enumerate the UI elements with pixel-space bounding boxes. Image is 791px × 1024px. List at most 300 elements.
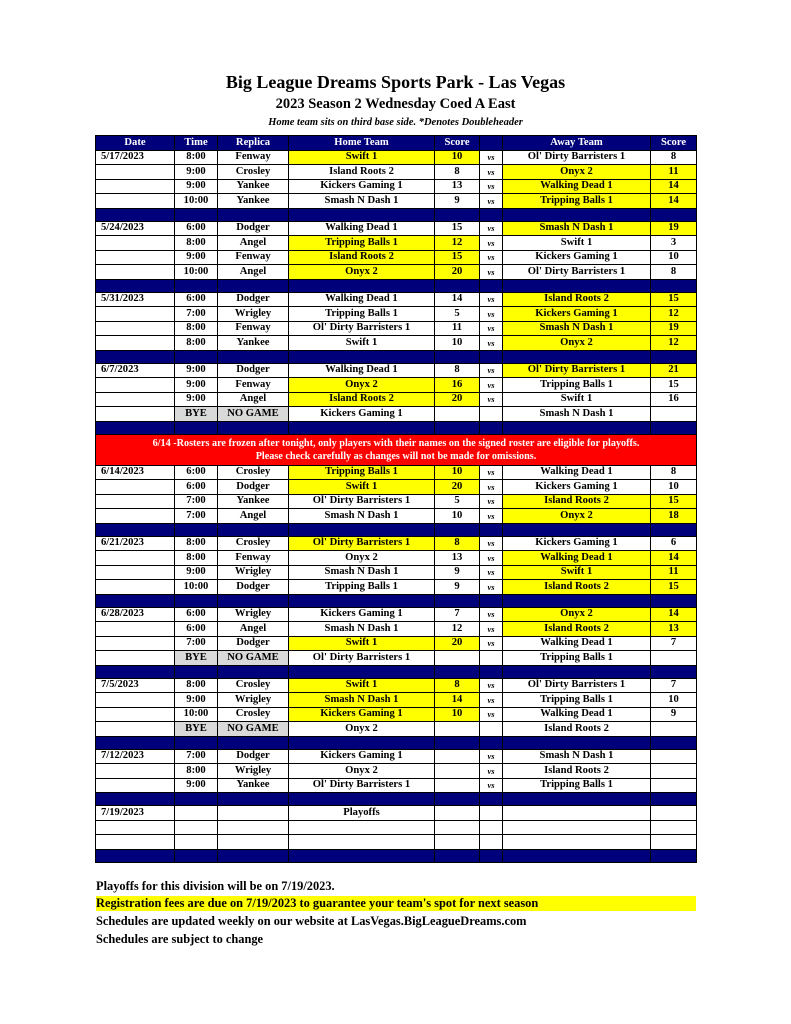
game-replica: Fenway [218,150,289,165]
game-date: 7/5/2023 [96,678,175,693]
separator-cell [503,849,651,862]
game-replica: Yankee [218,778,289,793]
away-team: Smash N Dash 1 [503,749,651,764]
page-title: Big League Dreams Sports Park - Las Vegas [225,72,566,92]
home-score: 5 [435,307,480,322]
separator-cell [96,849,175,862]
away-team: Tripping Balls 1 [503,778,651,793]
separator-cell [218,421,289,434]
home-team: Kickers Gaming 1 [289,179,435,194]
away-score: 8 [651,465,697,480]
game-replica: Wrigley [218,693,289,708]
game-date [96,494,175,509]
vs-label: vs [480,194,503,209]
empty-cell [651,806,697,821]
home-score: 20 [435,265,480,280]
separator-cell [175,208,218,221]
game-date [96,551,175,566]
home-team: Tripping Balls 1 [289,236,435,251]
header-replica: Replica [218,136,289,151]
week-separator [96,208,697,221]
game-date [96,509,175,524]
game-time: 10:00 [175,265,218,280]
game-replica: Fenway [218,378,289,393]
separator-cell [435,208,480,221]
separator-cell [480,421,503,434]
home-team: Tripping Balls 1 [289,307,435,322]
home-team: Swift 1 [289,336,435,351]
game-replica: Dodger [218,480,289,495]
table-row [96,165,697,180]
home-score [435,722,480,737]
vs-label: vs [480,764,503,779]
empty-cell [289,820,435,835]
home-score: 8 [435,363,480,378]
home-team: Swift 1 [289,480,435,495]
vs-label: vs [480,749,503,764]
away-score [651,778,697,793]
vs-label: vs [480,392,503,407]
game-replica: Angel [218,236,289,251]
separator-cell [503,421,651,434]
vs-label [480,407,503,422]
roster-notice [96,434,697,465]
separator-cell [96,594,175,607]
away-team: Tripping Balls 1 [503,194,651,209]
home-score: 8 [435,165,480,180]
vs-label: vs [480,551,503,566]
separator-cell [175,849,218,862]
vs-label: vs [480,321,503,336]
separator-cell [175,594,218,607]
home-score: 20 [435,480,480,495]
game-date [96,565,175,580]
table-row [96,764,697,779]
separator-cell [175,523,218,536]
home-team: Onyx 2 [289,265,435,280]
week-separator [96,665,697,678]
away-score: 12 [651,336,697,351]
vs-label: vs [480,580,503,595]
game-date [96,764,175,779]
game-time: 9:00 [175,378,218,393]
vs-label: vs [480,165,503,180]
game-replica: Wrigley [218,565,289,580]
game-time: 9:00 [175,179,218,194]
header-vs [480,136,503,151]
home-team: Smash N Dash 1 [289,622,435,637]
separator-cell [480,594,503,607]
separator-cell [480,523,503,536]
table-row [96,265,697,280]
home-score: 7 [435,607,480,622]
away-score: 11 [651,565,697,580]
away-team: Island Roots 2 [503,722,651,737]
game-time: 8:00 [175,764,218,779]
empty-cell [435,835,480,850]
game-date [96,707,175,722]
week-separator [96,849,697,862]
away-team: Island Roots 2 [503,580,651,595]
separator-cell [480,665,503,678]
game-replica: NO GAME [218,651,289,666]
empty-cell [435,806,480,821]
game-date [96,580,175,595]
away-score: 19 [651,321,697,336]
away-team: Tripping Balls 1 [503,651,651,666]
separator-cell [175,279,218,292]
vs-label: vs [480,292,503,307]
away-score: 10 [651,480,697,495]
week-separator [96,594,697,607]
schedule-note: Home team sits on third base side. *Denotes Doubleheader [268,117,523,128]
separator-cell [435,594,480,607]
game-time: 6:00 [175,465,218,480]
empty-cell [480,835,503,850]
home-score: 16 [435,378,480,393]
home-score: 13 [435,179,480,194]
away-team: Ol' Dirty Barristers 1 [503,150,651,165]
empty-cell [480,820,503,835]
separator-cell [289,523,435,536]
home-team: Smash N Dash 1 [289,693,435,708]
game-time: 10:00 [175,580,218,595]
game-replica: Wrigley [218,607,289,622]
separator-cell [503,665,651,678]
away-score: 7 [651,636,697,651]
empty-cell [96,820,175,835]
home-team: Kickers Gaming 1 [289,607,435,622]
away-score: 14 [651,179,697,194]
game-time: 8:00 [175,321,218,336]
separator-cell [96,736,175,749]
separator-cell [651,350,697,363]
game-replica: NO GAME [218,407,289,422]
separator-cell [435,849,480,862]
vs-label: vs [480,221,503,236]
home-score: 12 [435,236,480,251]
game-date: 5/24/2023 [96,221,175,236]
home-team: Tripping Balls 1 [289,580,435,595]
vs-label: vs [480,693,503,708]
vs-label: vs [480,607,503,622]
away-team: Smash N Dash 1 [503,407,651,422]
away-score: 14 [651,194,697,209]
home-team: Walking Dead 1 [289,292,435,307]
away-team: Island Roots 2 [503,292,651,307]
home-team: Island Roots 2 [289,250,435,265]
away-team: Onyx 2 [503,165,651,180]
game-time [175,806,218,821]
bye-row [96,407,697,422]
vs-label: vs [480,236,503,251]
game-replica: Angel [218,509,289,524]
game-replica: Crosley [218,536,289,551]
separator-cell [651,665,697,678]
game-time: 6:00 [175,480,218,495]
table-row [96,778,697,793]
game-time: BYE [175,722,218,737]
away-team: Smash N Dash 1 [503,221,651,236]
home-team: Ol' Dirty Barristers 1 [289,778,435,793]
game-date [96,636,175,651]
game-time: 9:00 [175,363,218,378]
footer-change: Schedules are subject to change [96,932,264,946]
empty-cell [96,835,175,850]
away-team: Walking Dead 1 [503,551,651,566]
separator-cell [218,736,289,749]
separator-cell [175,793,218,806]
home-score: 10 [435,150,480,165]
separator-cell [651,279,697,292]
separator-cell [435,793,480,806]
away-score: 18 [651,509,697,524]
separator-cell [218,279,289,292]
blank-row [96,820,697,835]
table-row [96,179,697,194]
vs-label: vs [480,536,503,551]
table-row [96,607,697,622]
game-replica: Yankee [218,494,289,509]
game-replica: Fenway [218,250,289,265]
home-score: 20 [435,392,480,407]
week-separator [96,279,697,292]
home-score: 15 [435,221,480,236]
table-row [96,307,697,322]
playoffs-label: Playoffs [289,806,435,821]
game-replica: Crosley [218,678,289,693]
game-time: 9:00 [175,250,218,265]
table-row [96,236,697,251]
away-team: Smash N Dash 1 [503,321,651,336]
game-replica: Yankee [218,194,289,209]
vs-label: vs [480,509,503,524]
game-date [96,236,175,251]
separator-cell [96,350,175,363]
game-replica: Wrigley [218,307,289,322]
table-row [96,509,697,524]
away-team: Walking Dead 1 [503,465,651,480]
away-team: Ol' Dirty Barristers 1 [503,363,651,378]
game-date [96,392,175,407]
separator-cell [289,279,435,292]
game-time: 8:00 [175,336,218,351]
empty-cell [435,820,480,835]
away-score [651,749,697,764]
game-time: 8:00 [175,236,218,251]
separator-cell [175,665,218,678]
table-row [96,378,697,393]
separator-cell [175,421,218,434]
away-team: Kickers Gaming 1 [503,536,651,551]
away-team: Tripping Balls 1 [503,693,651,708]
away-team: Onyx 2 [503,509,651,524]
separator-cell [435,421,480,434]
away-score: 15 [651,378,697,393]
away-score: 14 [651,607,697,622]
footer-playoffs: Playoffs for this division will be on 7/19/2023. [96,879,335,893]
game-date [96,722,175,737]
away-score: 21 [651,363,697,378]
playoff-row [96,806,697,821]
footer-website: Schedules are updated weekly on our website at LasVegas.BigLeagueDreams.com [96,914,527,928]
game-date [96,194,175,209]
separator-cell [651,849,697,862]
away-score: 9 [651,707,697,722]
vs-label: vs [480,622,503,637]
separator-cell [96,421,175,434]
home-team: Smash N Dash 1 [289,194,435,209]
game-date [96,378,175,393]
home-team: Walking Dead 1 [289,221,435,236]
separator-cell [96,279,175,292]
vs-label: vs [480,480,503,495]
game-date: 6/14/2023 [96,465,175,480]
away-score: 11 [651,165,697,180]
separator-cell [503,279,651,292]
separator-cell [289,736,435,749]
game-replica: Yankee [218,336,289,351]
table-row [96,536,697,551]
separator-cell [96,793,175,806]
game-date [96,307,175,322]
table-row [96,707,697,722]
vs-label: vs [480,150,503,165]
vs-label: vs [480,636,503,651]
roster-notice-line1: 6/14 -Rosters are frozen after tonight, only players with their names on the signed roster are eligible for playoffs. [152,437,640,449]
home-team: Onyx 2 [289,378,435,393]
separator-cell [96,665,175,678]
separator-cell [289,849,435,862]
table-row [96,321,697,336]
header-home-score: Score [435,136,480,151]
table-row [96,622,697,637]
empty-cell [651,820,697,835]
separator-cell [503,793,651,806]
game-replica: Dodger [218,363,289,378]
separator-cell [289,208,435,221]
page-subtitle: 2023 Season 2 Wednesday Coed A East [275,96,516,112]
home-team: Ol' Dirty Barristers 1 [289,651,435,666]
game-replica: NO GAME [218,722,289,737]
home-score: 14 [435,693,480,708]
game-time: BYE [175,651,218,666]
home-score: 10 [435,465,480,480]
game-time: 9:00 [175,392,218,407]
game-time: 7:00 [175,749,218,764]
game-time: 8:00 [175,150,218,165]
vs-label: vs [480,778,503,793]
game-replica: Crosley [218,165,289,180]
separator-cell [435,736,480,749]
empty-cell [218,835,289,850]
away-team: Swift 1 [503,565,651,580]
separator-cell [218,208,289,221]
separator-cell [175,350,218,363]
game-date [96,336,175,351]
separator-cell [651,594,697,607]
home-score: 8 [435,678,480,693]
week-separator [96,350,697,363]
separator-cell [651,793,697,806]
away-team: Island Roots 2 [503,764,651,779]
game-time: 7:00 [175,307,218,322]
home-team: Kickers Gaming 1 [289,707,435,722]
separator-cell [435,279,480,292]
away-score: 19 [651,221,697,236]
empty-cell [218,820,289,835]
table-row [96,465,697,480]
table-row [96,221,697,236]
separator-cell [435,523,480,536]
table-row [96,580,697,595]
roster-notice-row [96,434,697,465]
vs-label: vs [480,465,503,480]
away-score: 10 [651,693,697,708]
vs-label: vs [480,378,503,393]
table-header-row [96,136,697,151]
separator-cell [96,208,175,221]
home-team: Smash N Dash 1 [289,509,435,524]
table-row [96,150,697,165]
home-team: Kickers Gaming 1 [289,407,435,422]
game-replica: Dodger [218,292,289,307]
vs-label: vs [480,250,503,265]
separator-cell [480,208,503,221]
table-row [96,336,697,351]
table-row [96,392,697,407]
game-date [96,165,175,180]
game-replica: Fenway [218,551,289,566]
home-score [435,764,480,779]
vs-label: vs [480,678,503,693]
week-separator [96,793,697,806]
separator-cell [289,793,435,806]
game-replica: Dodger [218,749,289,764]
separator-cell [289,350,435,363]
home-score: 11 [435,321,480,336]
header-home-team: Home Team [289,136,435,151]
away-score [651,407,697,422]
away-team: Kickers Gaming 1 [503,250,651,265]
home-score: 14 [435,292,480,307]
away-score: 14 [651,551,697,566]
week-separator [96,421,697,434]
game-replica: Wrigley [218,764,289,779]
table-row [96,494,697,509]
home-score: 5 [435,494,480,509]
home-team: Swift 1 [289,636,435,651]
table-row [96,565,697,580]
roster-notice-line2: Please check carefully as changes will not be made for omissions. [255,450,537,462]
vs-label: vs [480,363,503,378]
game-replica: Dodger [218,580,289,595]
separator-cell [218,665,289,678]
separator-cell [503,594,651,607]
table-row [96,250,697,265]
game-date: 6/28/2023 [96,607,175,622]
separator-cell [218,350,289,363]
schedule-table [95,135,697,863]
separator-cell [289,665,435,678]
game-time: 6:00 [175,292,218,307]
home-score: 15 [435,250,480,265]
game-date [96,778,175,793]
away-score: 15 [651,580,697,595]
game-time: 7:00 [175,494,218,509]
game-replica: Dodger [218,636,289,651]
away-score: 13 [651,622,697,637]
